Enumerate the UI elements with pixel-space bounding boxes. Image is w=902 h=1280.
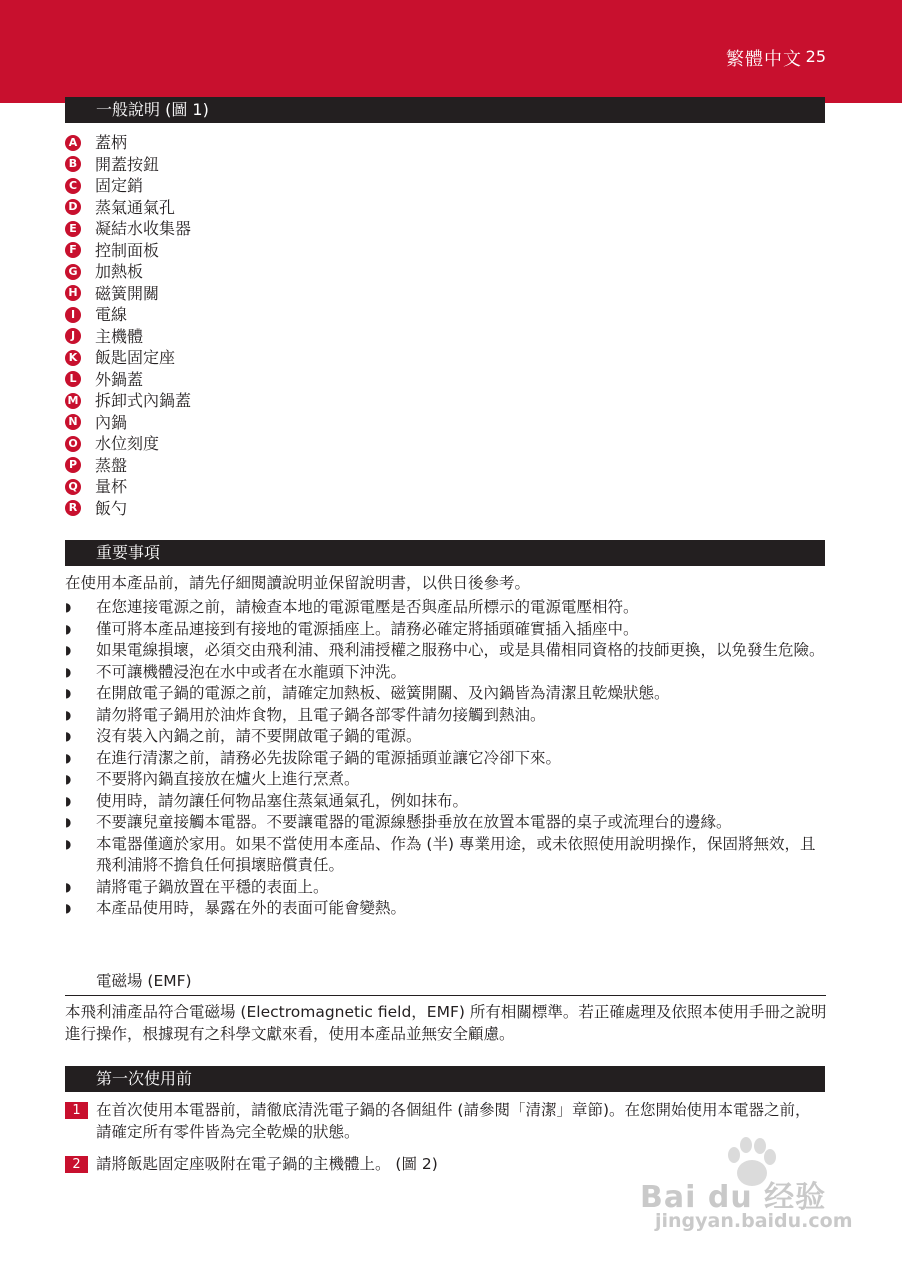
important-bullet-item — [65, 812, 825, 834]
important-bullets — [65, 597, 825, 920]
emf-text: 本飛利浦產品符合電磁場 (Electromagnetic field，EMF) 所有相關標準。若正確處理及依照本使用手冊之說明進行操作，根據現有之科學文獻來看，使用本產品並無安全顧慮。 — [65, 1003, 827, 1043]
part-item — [65, 154, 191, 176]
part-letter-badge: N — [65, 414, 81, 430]
part-item — [65, 304, 191, 326]
bullet-icon: ◗ — [65, 664, 72, 679]
part-item — [65, 412, 191, 434]
important-bullet-item — [65, 683, 825, 705]
bullet-icon: ◗ — [65, 707, 72, 722]
important-bullet-item — [65, 640, 825, 662]
part-letter-badge: K — [65, 350, 81, 366]
part-item — [65, 390, 191, 412]
bullet-text: 不可讓機體浸泡在水中或者在水龍頭下沖洗。 — [96, 662, 407, 681]
bullet-icon: ◗ — [65, 836, 72, 851]
page-number: 25 — [805, 47, 826, 66]
step-number-badge: 1 — [65, 1102, 88, 1119]
part-label: 開蓋按鈕 — [95, 154, 160, 174]
step-text: 在首次使用本電器前，請徹底清洗電子鍋的各個組件 (請參閱「清潔」章節)。在您開始使用本電器之前，請確定所有零件皆為完全乾燥的狀態。 — [96, 1101, 811, 1141]
bullet-text: 僅可將本產品連接到有接地的電源插座上。請務必確定將插頭確實插入插座中。 — [96, 619, 639, 638]
part-label: 主機體 — [95, 326, 144, 346]
bullet-icon: ◗ — [65, 600, 72, 614]
part-label: 量杯 — [95, 477, 128, 496]
important-bullet-item — [65, 877, 825, 899]
bullet-text: 如果電線損壞，必須交由飛利浦、飛利浦授權之服務中心，或是具備相同資格的技師更換，以免發生危險。 — [96, 641, 825, 659]
part-label: 水位刻度 — [95, 434, 160, 453]
part-letter-badge: E — [65, 221, 81, 237]
bullet-icon: ◗ — [65, 793, 72, 808]
important-bullet-item — [65, 791, 825, 813]
bullet-icon: ◗ — [65, 750, 72, 765]
part-item — [65, 218, 191, 240]
section-important-title: 重要事項 — [65, 540, 825, 566]
bullet-text: 在進行清潔之前，請務必先拔除電子鍋的電源插頭並讓它冷卻下來。 — [96, 748, 562, 767]
part-item — [65, 498, 191, 520]
first-use-step — [65, 1100, 825, 1143]
part-item — [65, 455, 191, 477]
step-text: 請將飯匙固定座吸附在電子鍋的主機體上。 (圖 2) — [96, 1155, 438, 1173]
part-letter-badge: P — [65, 457, 81, 473]
bullet-text: 請勿將電子鍋用於油炸食物，且電子鍋各部零件請勿接觸到熱油。 — [96, 705, 546, 724]
watermark-url: jingyan.baidu.com — [655, 1210, 853, 1232]
section-first-use-title: 第一次使用前 — [65, 1066, 825, 1092]
important-bullet-item — [65, 748, 825, 770]
part-label: 拆卸式內鍋蓋 — [95, 391, 192, 410]
part-letter-badge: O — [65, 436, 81, 452]
part-letter-badge: B — [65, 156, 81, 172]
part-letter-badge: R — [65, 500, 81, 516]
part-label: 外鍋蓋 — [95, 369, 144, 389]
bullet-icon: ◗ — [65, 901, 72, 915]
important-bullet-item — [65, 726, 825, 748]
part-label: 蒸盤 — [95, 455, 128, 475]
part-label: 飯勺 — [95, 498, 128, 518]
important-bullet-item — [65, 619, 825, 641]
important-bullet-item — [65, 834, 825, 877]
bullet-icon: ◗ — [65, 815, 72, 829]
part-item — [65, 326, 191, 348]
part-letter-badge: G — [65, 264, 81, 280]
part-item — [65, 132, 191, 154]
part-label: 加熱板 — [95, 262, 144, 281]
divider — [65, 995, 826, 996]
part-letter-badge: D — [65, 199, 81, 215]
part-item — [65, 283, 191, 305]
step-number-badge: 2 — [65, 1156, 88, 1173]
section-general-title: 一般說明 (圖 1) — [65, 97, 825, 123]
bullet-icon: ◗ — [65, 729, 72, 743]
part-label: 凝結水收集器 — [95, 219, 192, 238]
bullet-text: 沒有裝入內鍋之前，請不要開啟電子鍋的電源。 — [96, 727, 422, 745]
bullet-icon: ◗ — [65, 643, 72, 657]
part-label: 飯匙固定座 — [95, 348, 176, 367]
part-letter-badge: L — [65, 371, 81, 387]
part-label: 控制面板 — [95, 240, 160, 260]
important-bullet-item — [65, 769, 825, 791]
watermark-brand: Bai du 经验 — [640, 1180, 827, 1215]
part-letter-badge: H — [65, 285, 81, 301]
part-item — [65, 197, 191, 219]
important-bullet-item — [65, 662, 825, 684]
part-item — [65, 369, 191, 391]
bullet-text: 請將電子鍋放置在平穩的表面上。 — [96, 877, 329, 896]
part-letter-badge: A — [65, 135, 81, 151]
important-bullet-item — [65, 597, 825, 619]
bullet-text: 不要讓兒童接觸本電器。不要讓電器的電源線懸掛垂放在放置本電器的桌子或流理台的邊緣。 — [96, 813, 732, 831]
bullet-text: 不要將內鍋直接放在爐火上進行烹煮。 — [96, 770, 360, 788]
bullet-icon: ◗ — [65, 879, 72, 894]
bullet-icon: ◗ — [65, 772, 72, 786]
part-label: 內鍋 — [95, 412, 128, 432]
bullet-icon: ◗ — [65, 686, 72, 700]
part-letter-badge: M — [65, 393, 81, 409]
first-use-steps — [65, 1100, 825, 1176]
part-item — [65, 433, 191, 455]
part-item — [65, 175, 191, 197]
part-label: 磁簧開關 — [95, 283, 160, 303]
part-label: 電線 — [95, 305, 128, 324]
part-letter-badge: Q — [65, 479, 81, 495]
part-letter-badge: C — [65, 178, 81, 194]
important-bullet-item — [65, 705, 825, 727]
important-intro: 在使用本產品前，請先仔細閱讀說明並保留說明書，以供日後參考。 — [65, 574, 531, 592]
part-letter-badge: F — [65, 242, 81, 258]
part-label: 蒸氣通氣孔 — [95, 197, 176, 217]
important-bullet-item — [65, 898, 825, 920]
header-language: 繁體中文 — [726, 49, 802, 70]
bullet-text: 在開啟電子鍋的電源之前，請確定加熱板、磁簧開關、及內鍋皆為清潔且乾燥狀態。 — [96, 684, 670, 702]
part-label: 固定銷 — [95, 176, 144, 195]
bullet-text: 使用時，請勿讓任何物品塞住蒸氣通氣孔，例如抹布。 — [96, 791, 469, 810]
emf-title: 電磁場 (EMF) — [96, 972, 192, 990]
part-letter-badge: J — [65, 328, 81, 344]
part-letter-badge: I — [65, 307, 81, 323]
part-item — [65, 476, 191, 498]
bullet-icon: ◗ — [65, 621, 72, 636]
bullet-text: 本電器僅適於家用。如果不當使用本產品、作為 (半) 專業用途，或未依照使用說明操作，保固將無效，且飛利浦將不擔負任何損壞賠償責任。 — [96, 834, 816, 874]
bullet-text: 本產品使用時，暴露在外的表面可能會變熱。 — [96, 899, 407, 917]
parts-list — [65, 132, 191, 519]
part-item — [65, 240, 191, 262]
part-item — [65, 347, 191, 369]
part-item — [65, 261, 191, 283]
part-label: 蓋柄 — [95, 133, 128, 152]
bullet-text: 在您連接電源之前，請檢查本地的電源電壓是否與產品所標示的電源電壓相符。 — [96, 598, 639, 616]
